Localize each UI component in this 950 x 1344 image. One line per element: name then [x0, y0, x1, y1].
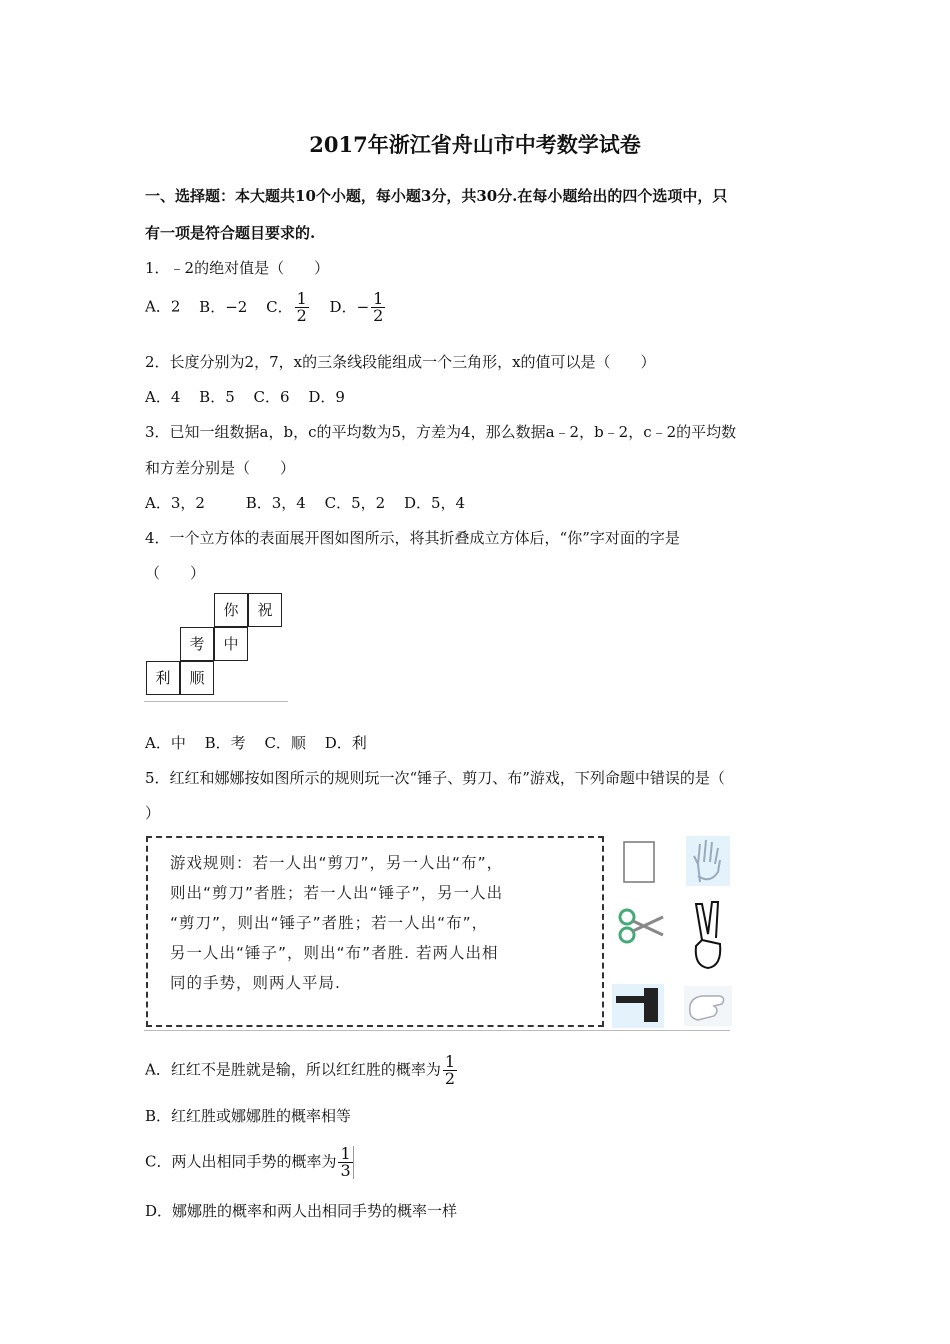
q1-stem: 1．﹣2的绝对值是（ ）: [145, 259, 330, 277]
net-cell-ni: 你: [214, 593, 248, 627]
q1-option-b: B．−2: [199, 297, 248, 316]
net-cell-shun: 顺: [180, 661, 214, 695]
q1-option-a: A．2: [145, 297, 181, 316]
open-hand-icon: [686, 836, 730, 886]
rule-line: 则出“剪刀”者胜；若一人出“锤子”，另一人出: [170, 884, 504, 902]
q4-option-a: A．中: [145, 734, 186, 752]
q2-option-c: C．6: [253, 388, 290, 406]
q5-option-b: B．红红胜或娜娜胜的概率相等: [145, 1107, 352, 1125]
q5-option-d: D．娜娜胜的概率和两人出相同手势的概率一样: [145, 1202, 458, 1220]
q1-option-c: C．: [266, 297, 293, 316]
hammer-icon: [612, 984, 664, 1028]
q2-option-a: A．4: [145, 388, 181, 406]
q5-option-c: C．两人出相同手势的概率为 $\frac{1}{3}$: [145, 1146, 356, 1179]
q5-option-c-fraction: $\frac{1}{3}$: [338, 1146, 353, 1179]
q4-option-d: D．利: [324, 734, 367, 752]
q4-option-c: C．顺: [264, 734, 306, 752]
net-cell-kao: 考: [180, 627, 214, 661]
q5-option-a: A．红红不是胜就是输，所以红红胜的概率为 $\frac{1}{2}$: [145, 1052, 456, 1088]
q3-option-c: C．5，2: [324, 494, 386, 512]
scissors-icon: [617, 905, 665, 945]
q2-options: [145, 386, 345, 407]
q3-option-a: A．3，2: [145, 494, 205, 512]
q4-options: [145, 732, 367, 753]
q3-options: [145, 492, 465, 513]
victory-hand-icon: [688, 900, 728, 972]
rule-line: “剪刀”，则出“锤子”者胜；若一人出“布”，: [170, 914, 489, 932]
q1-option-d: D．−: [329, 297, 370, 316]
q4-stem-line1: 4．一个立方体的表面展开图如图所示，将其折叠成立方体后，“你”字对面的字是: [145, 529, 680, 547]
q2-option-b: B．5: [199, 388, 235, 406]
fist-icon: [684, 986, 732, 1026]
rule-line: 另一人出“锤子”，则出“布”者胜. 若两人出相: [170, 944, 499, 962]
q2-stem: 2．长度分别为2，7，x的三条线段能组成一个三角形，x的值可以是（ ）: [145, 353, 656, 371]
page-title: 2017年浙江省舟山市中考数学试卷: [309, 132, 641, 157]
q5-stem-line2: ）: [145, 804, 161, 822]
q3-stem-line2: 和方差分别是（ ）: [145, 459, 296, 477]
q2-option-d: D．9: [308, 388, 345, 406]
q4-stem-line2: （ ）: [145, 564, 206, 582]
rule-line: 同的手势，则两人平局.: [170, 974, 341, 992]
q3-option-d: D．5，4: [403, 494, 466, 512]
net-cell-li: 利: [146, 661, 180, 695]
q1-option-c-fraction: $\frac{1}{2}$: [296, 289, 307, 325]
net-cell-zhong: 中: [214, 627, 248, 661]
q3-option-b: B．3，4: [245, 494, 306, 512]
figure-baseline: [144, 1030, 730, 1031]
rule-line: 游戏规则：若一人出“剪刀”，另一人出“布”，: [170, 854, 504, 872]
paper-sheet-icon: [620, 838, 660, 886]
q1-options: [145, 291, 387, 324]
net-cell-zhu: 祝: [248, 593, 282, 627]
game-rules-text: [170, 848, 503, 998]
figure-baseline: [144, 701, 288, 702]
q4-option-b: B．考: [204, 734, 246, 752]
section-heading-line1: 一、选择题：本大题共10个小题，每小题3分，共30分.在每小题给出的四个选项中，只: [145, 187, 728, 205]
q3-stem-line1: 3．已知一组数据a，b，c的平均数为5，方差为4，那么数据a﹣2，b﹣2，c﹣2的平均数: [145, 423, 737, 441]
section-heading-line2: 有一项是符合题目要求的.: [145, 224, 316, 242]
q5-option-a-fraction: $\frac{1}{2}$: [444, 1052, 456, 1088]
q5-stem-line1: 5．红红和娜娜按如图所示的规则玩一次“锤子、剪刀、布”游戏，下列命题中错误的是（: [145, 769, 725, 787]
q1-option-d-fraction: $\frac{1}{2}$: [373, 289, 384, 325]
